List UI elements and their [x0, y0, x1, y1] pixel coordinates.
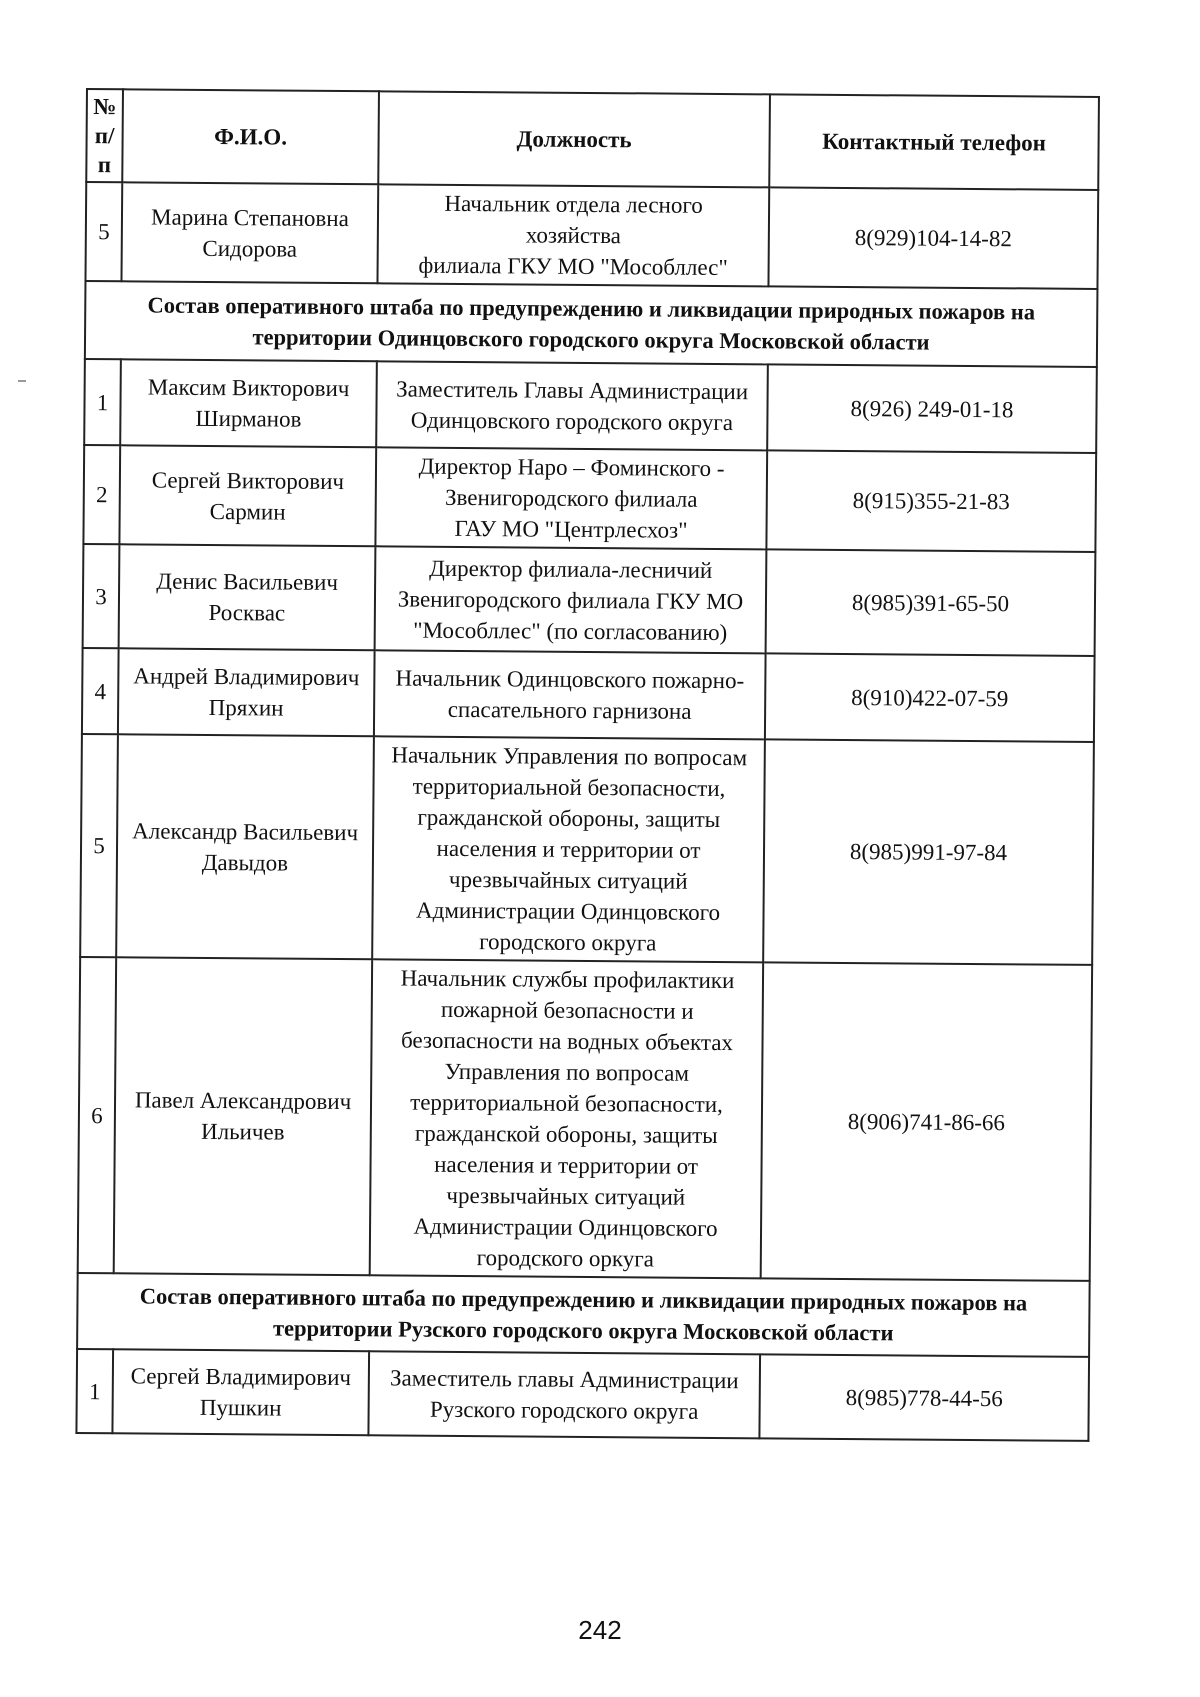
row-position: Заместитель главы Администрации Рузского городского округа	[368, 1351, 760, 1438]
row-position: Директор Наро – Фоминского - Звенигородского филиала ГАУ МО "Центрлесхоз"	[375, 447, 767, 549]
header-fio: Ф.И.О.	[122, 89, 379, 184]
scan-mark	[18, 380, 26, 382]
row-phone: 8(915)355-21-83	[766, 450, 1096, 552]
row-fio: Сергей Владимирович Пушкин	[112, 1349, 369, 1435]
row-number: 3	[83, 544, 120, 648]
section-heading-row	[77, 1273, 1090, 1357]
row-number: 2	[83, 445, 120, 544]
section-heading-row	[85, 281, 1098, 367]
header-number: № п/ п	[86, 89, 123, 182]
row-position: Директор филиала-лесничий Звенигородского филиала ГКУ МО "Мособллес" (по согласованию)	[375, 546, 767, 653]
table-header-row	[86, 89, 1099, 190]
row-phone: 8(910)422-07-59	[765, 653, 1095, 742]
row-phone: 8(985)991-97-84	[763, 739, 1094, 965]
page-number: 242	[578, 1615, 622, 1645]
row-number: 1	[76, 1349, 113, 1433]
row-position: Начальник Управления по вопросам территориальной безопасности, гражданской обороны, защиты населения и территории от чрезвычайных ситуаций Администрации Одинцовского городского округа	[372, 736, 765, 962]
row-phone: 8(926) 249-01-18	[767, 364, 1097, 453]
table-row	[80, 734, 1094, 965]
row-phone: 8(985)391-65-50	[766, 549, 1096, 656]
row-position: Начальник службы профилактики пожарной безопасности и безопасности на водных объектах Управления по вопросам территориальной безопасности, гражданской обороны, защиты населения и территории от чрезвычайных ситуаций Администрации Одинцовского городского оркуга	[370, 959, 763, 1278]
table-row	[85, 182, 1098, 289]
section-title-ruza: Состав оперативного штаба по предупреждению и ликвидации природных пожаров на территории Рузского городского округа Московской области	[77, 1273, 1090, 1357]
row-number: 5	[85, 182, 122, 281]
row-phone: 8(985)778-44-56	[759, 1354, 1089, 1441]
row-position: Начальник Одинцовского пожарно- спасательного гарнизона	[374, 650, 766, 739]
row-phone: 8(906)741-86-66	[761, 962, 1092, 1281]
row-number: 1	[84, 359, 121, 445]
table-row	[83, 544, 1096, 656]
row-number: 4	[82, 648, 119, 734]
row-fio: Марина Степановна Сидорова	[121, 182, 378, 283]
row-number: 5	[80, 734, 118, 957]
row-fio: Сергей Викторович Сармин	[119, 445, 376, 546]
header-position: Должность	[378, 91, 770, 187]
row-fio: Денис Васильевич Росквас	[119, 544, 376, 650]
row-fio: Андрей Владимирович Пряхин	[118, 648, 375, 736]
header-phone: Контактный телефон	[769, 94, 1099, 190]
row-fio: Павел Александрович Ильичев	[114, 957, 372, 1275]
staff-contact-table	[75, 88, 1100, 1442]
row-phone: 8(929)104-14-82	[768, 187, 1098, 289]
table-row	[78, 957, 1092, 1281]
table-row	[84, 359, 1097, 453]
row-position: Начальник отдела лесного хозяйства филиала ГКУ МО "Мособллес"	[377, 184, 769, 286]
row-number: 6	[78, 957, 116, 1273]
row-fio: Максим Викторович Ширманов	[120, 359, 377, 447]
table-row	[76, 1349, 1089, 1441]
table-row	[83, 445, 1096, 552]
table-row	[82, 648, 1095, 742]
row-position: Заместитель Главы Администрации Одинцовского городского округа	[376, 361, 768, 450]
section-title-odintsovo: Состав оперативного штаба по предупреждению и ликвидации природных пожаров на территории Одинцовского городского округа Московской области	[85, 281, 1098, 367]
row-fio: Александр Васильевич Давыдов	[116, 734, 374, 959]
